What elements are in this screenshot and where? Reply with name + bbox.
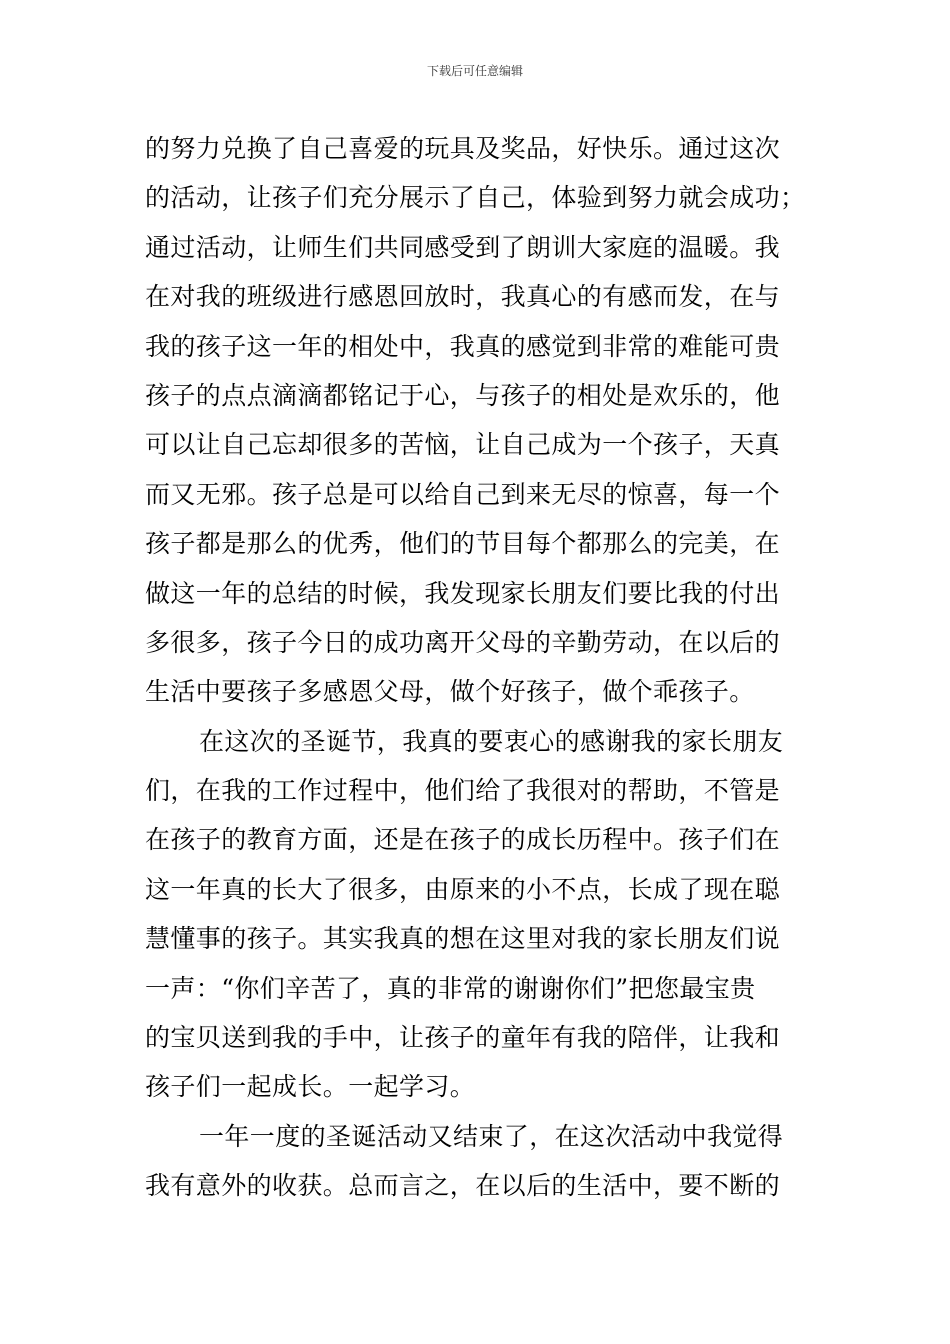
text-line: 这一年真的长大了很多，由原来的小不点，长成了现在聪 [145, 874, 781, 904]
text-line: 通过活动，让师生们共同感受到了朗训大家庭的温暖。我 [145, 232, 781, 262]
text-line: 生活中要孩子多感恩父母，做个好孩子，做个乖孩子。 [145, 677, 755, 707]
text-line: 孩子都是那么的优秀，他们的节目每个都那么的完美，在 [145, 529, 781, 559]
paragraph-start-line: 在这次的圣诞节，我真的要衷心的感谢我的家长朋友 [199, 726, 784, 756]
text-line: 多很多，孩子今日的成功离开父母的辛勤劳动，在以后的 [145, 627, 781, 657]
text-line: 做这一年的总结的时候，我发现家长朋友们要比我的付出 [145, 578, 781, 608]
text-line: 的活动，让孩子们充分展示了自己，体验到努力就会成功； [145, 183, 805, 213]
text-line: 们，在我的工作过程中，他们给了我很对的帮助，不管是 [145, 776, 781, 806]
text-line: 孩子的点点滴滴都铭记于心，与孩子的相处是欢乐的，他 [145, 380, 781, 410]
text-line: 我有意外的收获。总而言之，在以后的生活中，要不断的 [145, 1171, 781, 1201]
text-line: 而又无邪。孩子总是可以给自己到来无尽的惊喜，每一个 [145, 479, 781, 509]
text-line: 可以让自己忘却很多的苦恼，让自己成为一个孩子，天真 [145, 430, 781, 460]
text-line: 我的孩子这一年的相处中，我真的感觉到非常的难能可贵 [145, 331, 781, 361]
paragraph-start-line: 一年一度的圣诞活动又结束了，在这次活动中我觉得 [199, 1121, 784, 1151]
page-header: 下载后可任意编辑 [426, 64, 523, 78]
text-line: 慧懂事的孩子。其实我真的想在这里对我的家长朋友们说 [145, 924, 781, 954]
text-line: 在对我的班级进行感恩回放时，我真心的有感而发，在与 [145, 282, 781, 312]
text-line: 的努力兑换了自己喜爱的玩具及奖品，好快乐。通过这次 [145, 134, 781, 163]
text-line: 孩子们一起成长。一起学习。 [145, 1072, 476, 1102]
text-line: 的宝贝送到我的手中，让孩子的童年有我的陪伴，让我和 [145, 1023, 781, 1053]
document-body [145, 124, 805, 1211]
text-line: 在孩子的教育方面，还是在孩子的成长历程中。孩子们在 [145, 825, 781, 855]
text-line: 一声：“你们辛苦了，真的非常的谢谢你们”把您最宝贵 [145, 973, 756, 1003]
